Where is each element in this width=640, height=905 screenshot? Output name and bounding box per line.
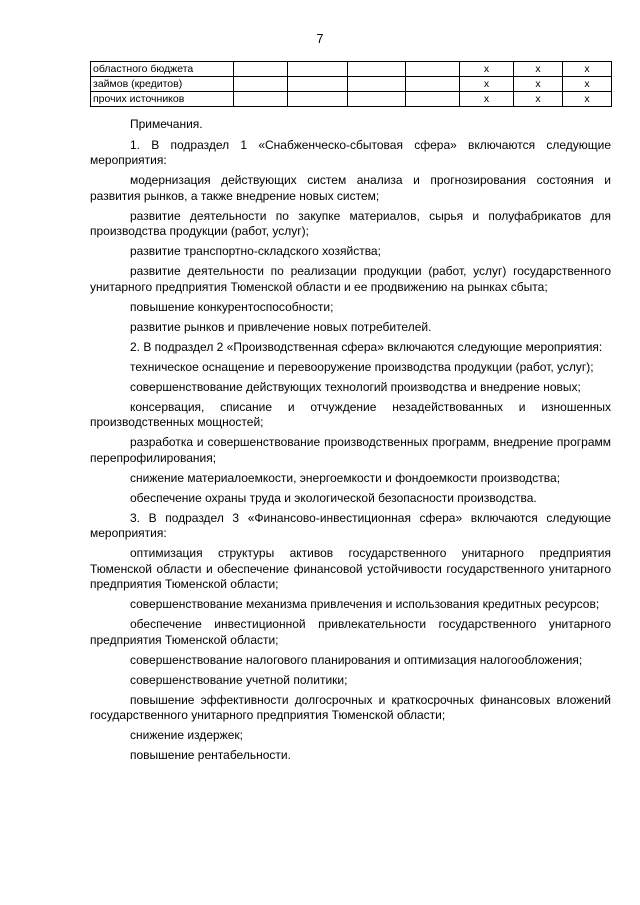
table-cell xyxy=(234,62,288,77)
note-paragraph: совершенствование механизма привлечения и использования кредитных ресурсов; xyxy=(130,597,600,611)
table-cell xyxy=(348,92,406,107)
table-cell xyxy=(234,92,288,107)
table-cell xyxy=(234,77,288,92)
note-paragraph: совершенствование действующих технологий производства и внедрение новых; xyxy=(130,379,581,394)
note-paragraph: консервация, списание и отчуждение незадействованных и изношенных производственных мощностей; xyxy=(90,399,611,429)
table-cell: x xyxy=(460,62,514,77)
note-paragraph: оптимизация структуры активов государственного унитарного предприятия Тюменской области и обеспечение финансовой устойчивости государственного унитарного предприятия Тюменской области; xyxy=(90,546,611,591)
note-paragraph: разработка и совершенствование производственных программ, внедрение программ перепрофилирования; xyxy=(90,435,611,465)
table-row-label: прочих источников xyxy=(91,92,234,107)
table-cell: x xyxy=(563,62,612,77)
page-number: 7 xyxy=(316,32,324,46)
note-paragraph: совершенствование учетной политики; xyxy=(130,672,348,687)
note-paragraph: развитие деятельности по реализации продукции (работ, услуг) государственного унитарного предприятия Тюменской области и ее продвижению на рынках сбыта; xyxy=(90,264,611,294)
table-cell xyxy=(406,77,460,92)
notes-title: Примечания. xyxy=(130,117,203,131)
table-cell: x xyxy=(563,92,612,107)
table-row-label: займов (кредитов) xyxy=(91,77,234,92)
note-paragraph: повышение рентабельности. xyxy=(130,748,291,762)
table-cell: x xyxy=(514,62,563,77)
table-cell xyxy=(288,92,348,107)
table-row-label: областного бюджета xyxy=(91,62,234,77)
table-cell xyxy=(288,77,348,92)
table-row xyxy=(91,77,612,92)
note-paragraph: 3. В подраздел 3 «Финансово-инвестиционная сфера» включаются следующие мероприятия: xyxy=(90,510,611,540)
table-row xyxy=(91,92,612,107)
note-paragraph: повышение конкурентоспособности; xyxy=(130,299,334,314)
table-cell: x xyxy=(514,92,563,107)
note-paragraph: 2. В подраздел 2 «Производственная сфера» включаются следующие мероприятия: xyxy=(130,339,603,354)
table-cell xyxy=(288,62,348,77)
note-paragraph: снижение издержек; xyxy=(130,728,243,742)
note-paragraph: обеспечение инвестиционной привлекательности государственного унитарного предприятия Тюменской области; xyxy=(90,617,611,647)
note-paragraph: повышение эффективности долгосрочных и краткосрочных финансовых вложений государственного унитарного предприятия Тюменской области; xyxy=(90,692,611,722)
note-paragraph: снижение материалоемкости, энергоемкости и фондоемкости производства; xyxy=(130,470,561,485)
note-paragraph: техническое оснащение и перевооружение производства продукции (работ, услуг); xyxy=(130,359,594,374)
table-cell: x xyxy=(563,77,612,92)
table-cell xyxy=(348,62,406,77)
note-paragraph: совершенствование налогового планирования и оптимизация налогообложения; xyxy=(130,652,583,667)
note-paragraph: обеспечение охраны труда и экологической безопасности производства. xyxy=(130,490,537,505)
table-cell xyxy=(406,92,460,107)
note-paragraph: развитие транспортно-складского хозяйства; xyxy=(130,244,381,258)
table-row xyxy=(91,62,612,77)
notes-section xyxy=(90,117,611,768)
note-paragraph: развитие рынков и привлечение новых потребителей. xyxy=(130,319,432,334)
table-cell: x xyxy=(460,92,514,107)
table-cell: x xyxy=(514,77,563,92)
note-paragraph: модернизация действующих систем анализа и прогнозирования состояния и развития рынков, а также внедрение новых систем; xyxy=(90,173,611,203)
funding-sources-table xyxy=(90,61,612,107)
note-paragraph: развитие деятельности по закупке материалов, сырья и полуфабрикатов для производства продукции (работ, услуг); xyxy=(90,208,611,238)
table-cell xyxy=(406,62,460,77)
table-cell xyxy=(348,77,406,92)
table-cell: x xyxy=(460,77,514,92)
note-paragraph: 1. В подраздел 1 «Снабженческо-сбытовая сфера» включаются следующие мероприятия: xyxy=(90,137,611,167)
